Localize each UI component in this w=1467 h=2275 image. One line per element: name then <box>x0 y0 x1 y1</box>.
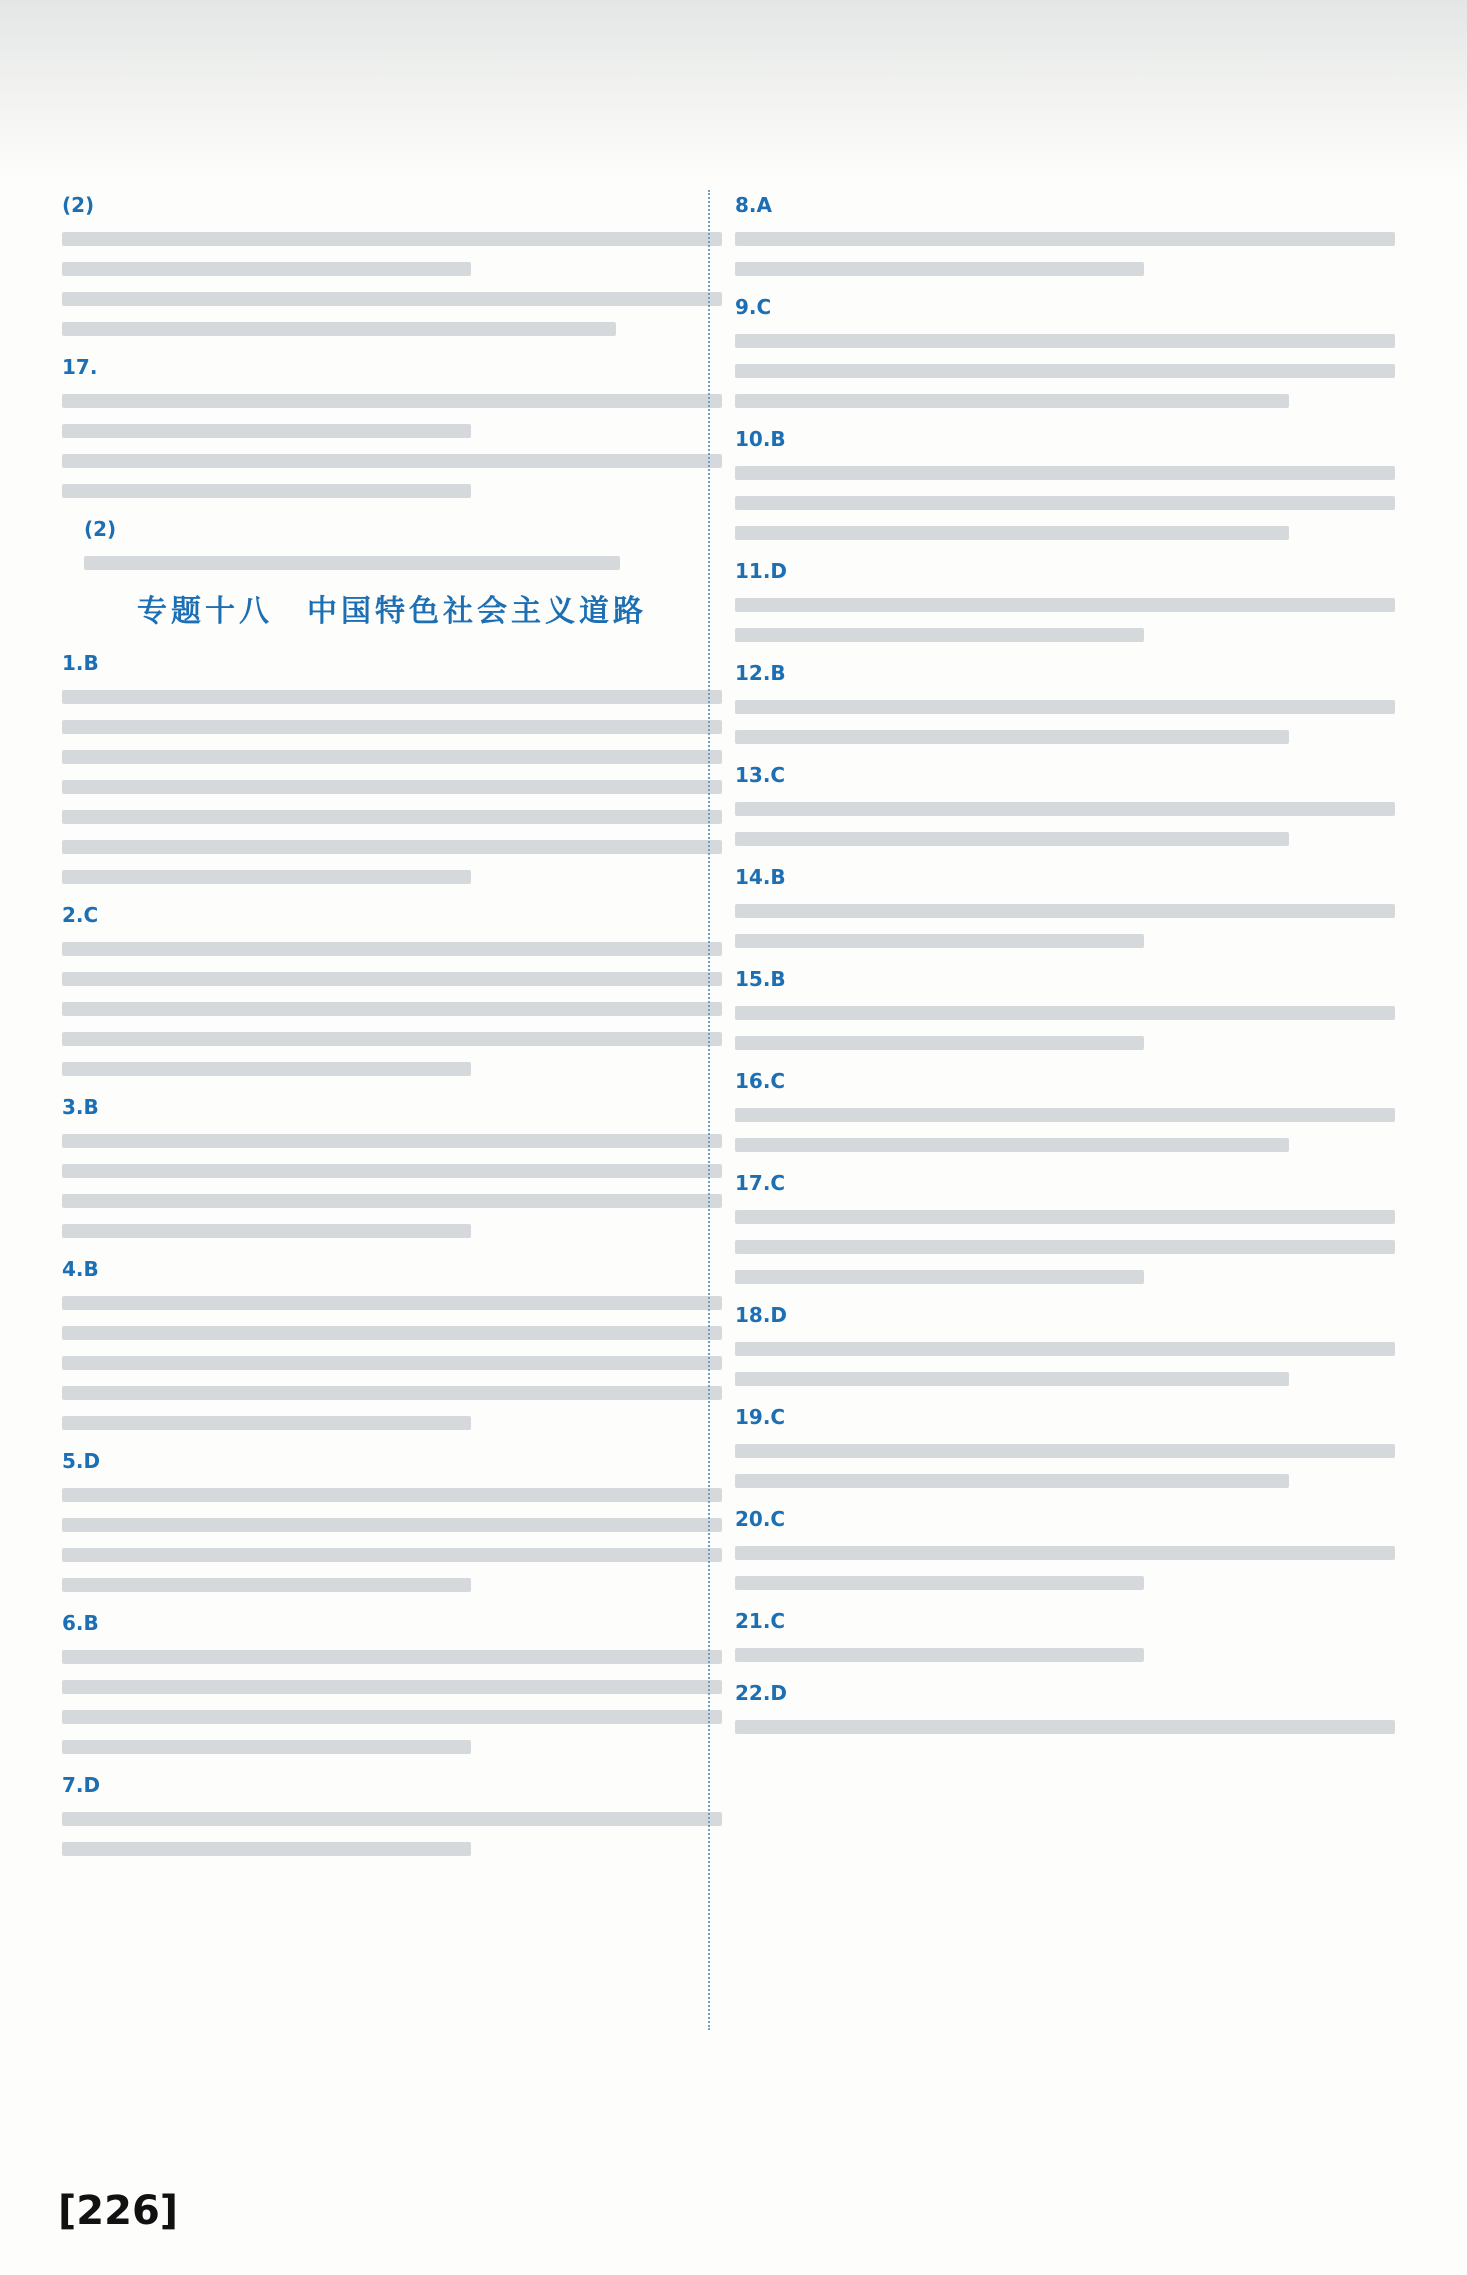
answer-entry <box>62 352 722 498</box>
answer-entry <box>62 1092 722 1238</box>
answer-marker: (2) <box>84 517 117 541</box>
answer-number: 13.C <box>735 763 786 787</box>
right-column <box>735 190 1395 1750</box>
answer-number: 8.A <box>735 193 772 217</box>
left-column <box>62 190 722 1872</box>
answer-entry <box>735 658 1395 744</box>
answer-entry <box>735 190 1395 276</box>
answer-number: 21.C <box>735 1609 786 1633</box>
section-title: 专题十八 中国特色社会主义道路 <box>137 594 647 629</box>
answer-entry <box>62 1254 722 1430</box>
answer-number: 16.C <box>735 1069 786 1093</box>
answer-entry <box>62 190 722 336</box>
answer-entry <box>735 760 1395 846</box>
answer-entry <box>735 964 1395 1050</box>
answer-entry <box>735 1066 1395 1152</box>
answer-entry <box>735 1678 1395 1734</box>
answer-number: 2.C <box>62 903 99 927</box>
answer-entry <box>735 1504 1395 1590</box>
answer-number: 11.D <box>735 559 788 583</box>
answer-number: 12.B <box>735 661 786 685</box>
page-header-band <box>0 0 1467 180</box>
answer-marker: 17. <box>62 355 98 379</box>
answer-number: 7.D <box>62 1773 101 1797</box>
answer-entry <box>735 1402 1395 1488</box>
answer-number: 4.B <box>62 1257 99 1281</box>
page-number-value: 226 <box>76 2188 160 2234</box>
answer-entry <box>62 1446 722 1592</box>
column-divider <box>708 190 710 2030</box>
answer-entry <box>62 900 722 1076</box>
answer-number: 14.B <box>735 865 786 889</box>
answer-number: 5.D <box>62 1449 101 1473</box>
answer-number: 19.C <box>735 1405 786 1429</box>
answer-number: 9.C <box>735 295 772 319</box>
answer-entry <box>62 648 722 884</box>
answer-entry <box>735 1168 1395 1284</box>
answer-entry <box>62 1608 722 1754</box>
answer-number: 22.D <box>735 1681 788 1705</box>
answer-number: 10.B <box>735 427 786 451</box>
answer-number: 20.C <box>735 1507 786 1531</box>
answer-entry <box>84 514 722 570</box>
answer-entry <box>735 292 1395 408</box>
page-number: [226] <box>58 2188 179 2234</box>
answer-number: 1.B <box>62 651 99 675</box>
answer-entry <box>735 862 1395 948</box>
answer-entry <box>62 1770 722 1856</box>
answer-number: 18.D <box>735 1303 788 1327</box>
answer-number: 17.C <box>735 1171 786 1195</box>
answer-number: 6.B <box>62 1611 99 1635</box>
answer-entry <box>735 556 1395 642</box>
answer-entry <box>735 1606 1395 1662</box>
answer-number: 15.B <box>735 967 786 991</box>
answer-marker: (2) <box>62 193 95 217</box>
answer-entry <box>735 424 1395 540</box>
answer-entry <box>735 1300 1395 1386</box>
answer-number: 3.B <box>62 1095 99 1119</box>
